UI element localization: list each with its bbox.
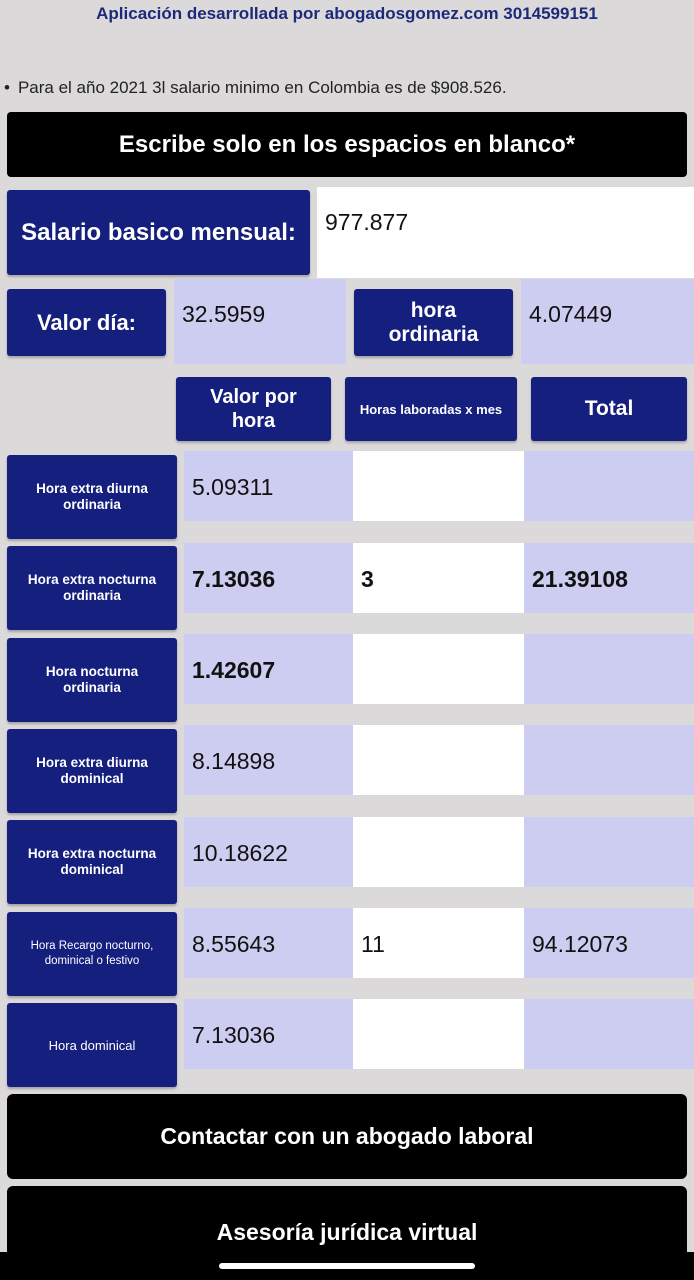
row-total-field	[524, 451, 694, 521]
row-value-field	[184, 543, 353, 613]
row-value-field	[184, 817, 353, 887]
row-value: 8.14898	[192, 748, 276, 774]
ordinary-hour-label: hora ordinaria	[354, 289, 513, 356]
day-value-field	[174, 279, 346, 364]
row-hours-input[interactable]	[353, 634, 524, 704]
row-value-field	[184, 634, 353, 704]
row-label-hora-extra-nocturna-ordinaria: Hora extra nocturna ordinaria	[7, 546, 177, 630]
row-value-field	[184, 725, 353, 795]
row-value-field	[184, 999, 353, 1069]
developer-credit: Aplicación desarrollada por abogadosgomez.com 3014599151	[96, 4, 598, 23]
row-total-value	[524, 725, 694, 748]
row-value-field	[184, 908, 353, 978]
row-value: 5.09311	[192, 474, 274, 500]
row-hours-value	[353, 451, 524, 474]
row-label-hora-dominical: Hora dominical	[7, 1003, 177, 1087]
day-value-label: Valor día:	[7, 289, 166, 356]
row-label-hora-extra-diurna-dominical: Hora extra diurna dominical	[7, 729, 177, 813]
row-total-field	[524, 543, 694, 613]
contact-lawyer-button[interactable]: Contactar con un abogado laboral	[7, 1094, 687, 1179]
column-header-hours-worked: Horas laboradas x mes	[345, 377, 517, 441]
row-value: 1.42607	[192, 657, 276, 683]
row-value: 7.13036	[192, 1022, 276, 1048]
virtual-legal-advice-button[interactable]: Asesoría jurídica virtual	[7, 1186, 687, 1252]
row-hours-value: 11	[361, 931, 385, 957]
row-total-value	[524, 634, 694, 657]
row-total-value	[524, 817, 694, 840]
row-value: 10.18622	[192, 840, 288, 866]
salary-input[interactable]	[317, 187, 694, 278]
row-hours-value: 3	[361, 566, 374, 592]
column-header-value-per-hour: Valor por hora	[176, 377, 331, 441]
row-total-field	[524, 999, 694, 1069]
row-label-hora-extra-diurna-ordinaria: Hora extra diurna ordinaria	[7, 455, 177, 539]
row-total-field	[524, 908, 694, 978]
row-value-field	[184, 451, 353, 521]
home-indicator[interactable]	[219, 1263, 475, 1269]
ordinary-hour-field	[521, 279, 694, 364]
row-total-value: 94.12073	[532, 931, 628, 957]
row-hours-value	[353, 817, 524, 840]
salary-label: Salario basico mensual:	[7, 190, 310, 275]
row-hours-value	[353, 725, 524, 748]
row-total-value	[524, 999, 694, 1022]
row-label-hora-extra-nocturna-dominical: Hora extra nocturna dominical	[7, 820, 177, 904]
row-total-field	[524, 817, 694, 887]
row-value: 7.13036	[192, 566, 276, 592]
row-hours-input[interactable]	[353, 908, 524, 978]
instruction-banner: Escribe solo en los espacios en blanco*	[7, 112, 687, 177]
row-total-value	[524, 451, 694, 474]
row-total-field	[524, 634, 694, 704]
minimum-wage-note-text: Para el año 2021 3l salario minimo en Colombia es de $908.526.	[17, 78, 507, 97]
row-label-hora-nocturna-ordinaria: Hora nocturna ordinaria	[7, 638, 177, 722]
ordinary-hour-value: 4.07449	[529, 301, 613, 327]
row-total-field	[524, 725, 694, 795]
day-value: 32.5959	[182, 301, 266, 327]
row-hours-input[interactable]	[353, 725, 524, 795]
row-hours-value	[353, 999, 524, 1022]
bullet-icon: •	[4, 78, 10, 97]
row-total-value: 21.39108	[532, 566, 628, 592]
minimum-wage-note	[4, 78, 507, 98]
salary-input-value: 977.877	[325, 209, 409, 235]
row-hours-value	[353, 634, 524, 657]
row-hours-input[interactable]	[353, 543, 524, 613]
row-value: 8.55643	[192, 931, 276, 957]
row-label-hora-recargo-nocturno: Hora Recargo nocturno, dominical o festivo	[7, 912, 177, 996]
row-hours-input[interactable]	[353, 451, 524, 521]
row-hours-input[interactable]	[353, 817, 524, 887]
column-header-total: Total	[531, 377, 687, 441]
row-hours-input[interactable]	[353, 999, 524, 1069]
